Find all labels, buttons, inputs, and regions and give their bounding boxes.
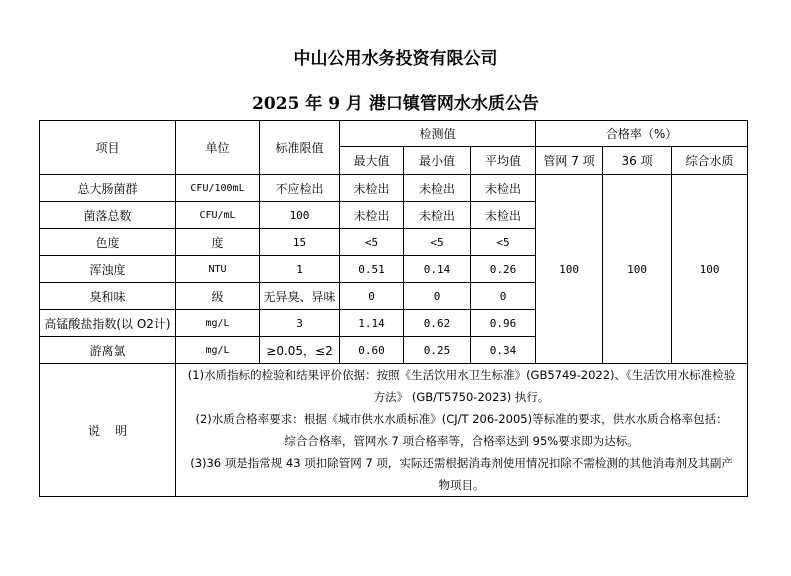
row-min: 0.14 — [404, 256, 471, 283]
pass-36-value: 100 — [603, 175, 672, 364]
row-unit: NTU — [176, 256, 260, 283]
row-unit: mg/L — [176, 310, 260, 337]
note-line: 方法》 (GB/T5750-2023) 执行。 — [373, 390, 550, 404]
row-min: 0.62 — [404, 310, 471, 337]
row-item: 臭和味 — [40, 283, 176, 310]
header-pass-36: 36 项 — [603, 147, 672, 175]
row-item: 总大肠菌群 — [40, 175, 176, 202]
row-avg: 0 — [471, 283, 536, 310]
notes-row — [40, 364, 748, 497]
row-standard: 无异臭、异味 — [260, 283, 340, 310]
row-min: 未检出 — [404, 202, 471, 229]
row-unit: mg/L — [176, 337, 260, 364]
pass-network7-value: 100 — [536, 175, 603, 364]
row-max: 0 — [340, 283, 404, 310]
row-avg: <5 — [471, 229, 536, 256]
row-unit: CFU/mL — [176, 202, 260, 229]
row-max: <5 — [340, 229, 404, 256]
row-standard: 不应检出 — [260, 175, 340, 202]
water-quality-table — [39, 120, 748, 497]
row-item: 高锰酸盐指数(以 O2计) — [40, 310, 176, 337]
header-row-1 — [40, 121, 748, 147]
notes-body — [176, 364, 748, 497]
notes-label: 说 明 — [40, 364, 176, 497]
pass-overall-value: 100 — [672, 175, 748, 364]
row-max: 未检出 — [340, 202, 404, 229]
row-avg: 0.26 — [471, 256, 536, 283]
row-unit: 级 — [176, 283, 260, 310]
row-min: 0 — [404, 283, 471, 310]
note-line: (1)水质指标的检验和结果评价依据：按照《生活饮用水卫生标准》(GB5749-2022)、《生活饮用水标准检验 — [187, 368, 736, 382]
row-item: 浑浊度 — [40, 256, 176, 283]
row-standard: 15 — [260, 229, 340, 256]
row-max: 未检出 — [340, 175, 404, 202]
header-pass-rate: 合格率（%） — [536, 121, 748, 147]
table-row — [40, 175, 748, 202]
note-line: 物项目。 — [438, 478, 485, 492]
row-item: 菌落总数 — [40, 202, 176, 229]
header-min: 最小值 — [404, 147, 471, 175]
row-unit: 度 — [176, 229, 260, 256]
note-line: (2)水质合格率要求：根据《城市供水水质标准》(CJ/T 206-2005)等标准的要求，供水水质合格率包括： — [195, 412, 728, 426]
row-item: 色度 — [40, 229, 176, 256]
row-min: 未检出 — [404, 175, 471, 202]
notice-title: 2025 年 9 月 港口镇管网水水质公告 — [252, 94, 539, 114]
row-standard: 1 — [260, 256, 340, 283]
header-standard: 标准限值 — [260, 121, 340, 175]
header-avg: 平均值 — [471, 147, 536, 175]
note-line: (3)36 项是指常规 43 项扣除管网 7 项，实际还需根据消毒剂使用情况扣除不需检测的其他消毒剂及其副产 — [190, 456, 733, 470]
row-max: 0.60 — [340, 337, 404, 364]
header-unit: 单位 — [176, 121, 260, 175]
row-avg: 0.96 — [471, 310, 536, 337]
row-item: 游离氯 — [40, 337, 176, 364]
row-standard: 3 — [260, 310, 340, 337]
header-item: 项目 — [40, 121, 176, 175]
row-max: 0.51 — [340, 256, 404, 283]
row-min: <5 — [404, 229, 471, 256]
row-max: 1.14 — [340, 310, 404, 337]
header-max: 最大值 — [340, 147, 404, 175]
header-detected: 检测值 — [340, 121, 536, 147]
row-min: 0.25 — [404, 337, 471, 364]
header-pass-network7: 管网 7 项 — [536, 147, 603, 175]
row-unit: CFU/100mL — [176, 175, 260, 202]
header-pass-overall: 综合水质 — [672, 147, 748, 175]
row-standard: ≥0.05，≤2 — [260, 337, 340, 364]
row-avg: 未检出 — [471, 202, 536, 229]
row-standard: 100 — [260, 202, 340, 229]
note-line: 综合合格率，管网水 7 项合格率等，合格率达到 95%要求即为达标。 — [284, 434, 639, 448]
row-avg: 未检出 — [471, 175, 536, 202]
company-title: 中山公用水务投资有限公司 — [293, 49, 498, 69]
row-avg: 0.34 — [471, 337, 536, 364]
